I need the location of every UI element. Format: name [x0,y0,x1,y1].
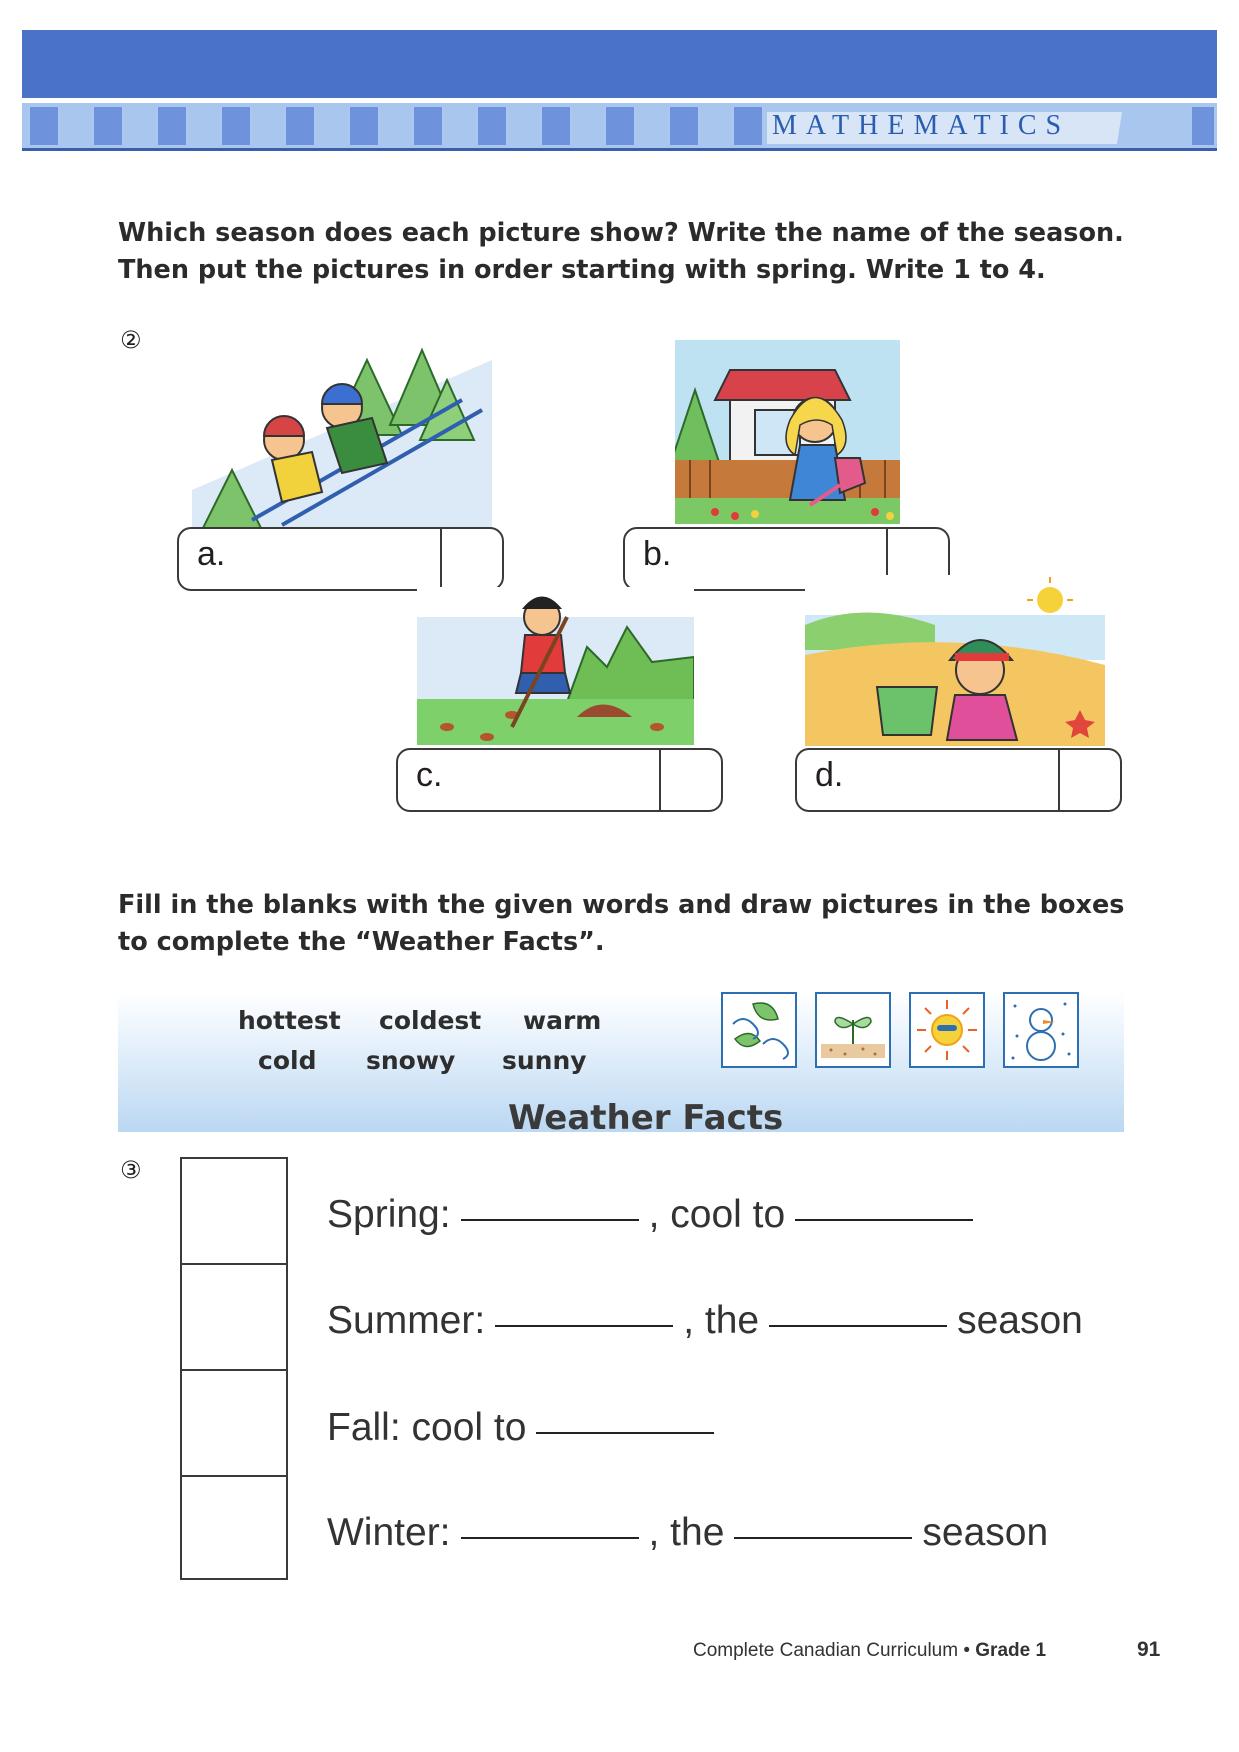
question2-line1: Which season does each picture show? Write the name of the season. [118,218,1124,248]
drawing-box-spring[interactable] [182,1159,286,1265]
fact-summer-end: season [957,1299,1083,1342]
blank-spring-2[interactable] [795,1219,973,1221]
sprout-icon [815,992,891,1068]
footer-book: Complete Canadian Curriculum • [693,1640,970,1661]
blank-summer-2[interactable] [769,1325,947,1327]
summer-picture [805,575,1105,746]
answer-label-d: d. [815,756,844,794]
order-box-d[interactable] [1058,750,1120,810]
word-hottest: hottest [238,1006,341,1035]
leaves-wind-icon [721,992,797,1068]
answer-box-c[interactable] [396,748,723,812]
question2-marker: ② [120,326,142,354]
fact-winter [327,1511,1048,1555]
subject-title: MATHEMATICS [772,110,1071,141]
answer-label-a: a. [197,535,226,573]
blank-fall-1[interactable] [536,1432,714,1434]
fact-summer-label: Summer: [327,1299,486,1342]
question2-line2: Then put the pictures in order starting with spring. Write 1 to 4. [118,255,1046,285]
fill-in-line2: to complete the “Weather Facts”. [118,927,605,957]
fact-spring-mid: , cool to [648,1193,786,1236]
fill-in-line1: Fill in the blanks with the given words and draw pictures in the boxes [118,890,1125,920]
drawing-boxes [180,1157,288,1580]
fact-summer-mid: , the [683,1299,760,1342]
fact-spring [327,1193,983,1237]
order-box-c[interactable] [659,750,721,810]
header-banner [22,30,1217,153]
question3-marker: ③ [120,1156,142,1184]
drawing-box-summer[interactable] [182,1265,286,1371]
blank-winter-1[interactable] [461,1537,639,1539]
word-snowy: snowy [366,1046,456,1075]
fact-winter-mid: , the [648,1511,725,1554]
order-box-a[interactable] [440,529,502,589]
answer-box-a[interactable] [177,527,504,591]
fact-summer [327,1299,1083,1343]
footer-grade: Grade 1 [975,1640,1047,1661]
word-cold: cold [258,1046,317,1075]
fact-winter-label: Winter: [327,1511,451,1554]
drawing-box-winter[interactable] [182,1477,286,1578]
fact-spring-label: Spring: [327,1193,451,1236]
snowman-icon [1003,992,1079,1068]
fall-picture [417,587,694,745]
blank-spring-1[interactable] [461,1219,639,1221]
word-warm: warm [523,1006,602,1035]
fact-fall-label: Fall: cool to [327,1406,527,1449]
word-sunny: sunny [502,1046,587,1075]
weather-facts-title: Weather Facts [508,1098,784,1138]
blank-summer-1[interactable] [495,1325,673,1327]
winter-picture [192,340,492,530]
answer-label-b: b. [643,535,672,573]
fact-winter-end: season [922,1511,1049,1554]
blank-winter-2[interactable] [734,1537,912,1539]
word-coldest: coldest [379,1006,482,1035]
spring-picture [675,340,900,524]
answer-box-d[interactable] [795,748,1122,812]
sun-icon [909,992,985,1068]
footer-book-title [693,1640,1046,1662]
page-number: 91 [1137,1638,1161,1661]
answer-label-c: c. [416,756,443,794]
drawing-box-fall[interactable] [182,1371,286,1477]
fact-fall [327,1406,724,1450]
